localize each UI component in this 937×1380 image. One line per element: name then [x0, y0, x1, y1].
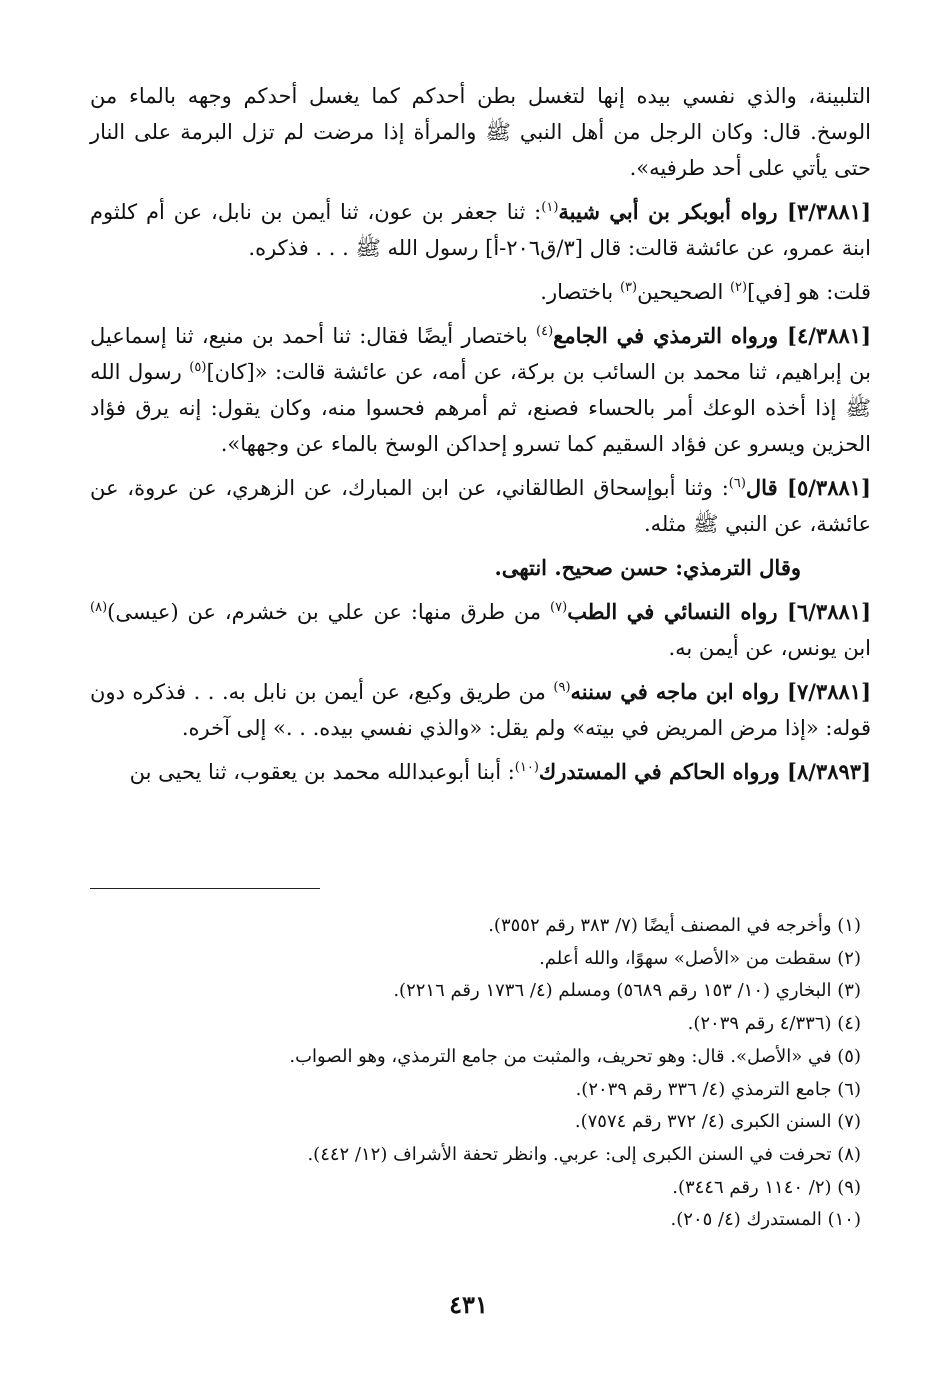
narration-reference: [٨/٣٨٩٣] ورواه الحاكم في المستدرك [538, 759, 871, 784]
paragraph-nasai [90, 594, 871, 666]
footnote: (١) وأخرجه في المصنف أيضًا (٧/ ٣٨٣ رقم ٣٥٥٢). [488, 915, 861, 936]
paragraph-ibn-majah [90, 674, 871, 746]
paragraph-tirmidhi [90, 318, 871, 462]
narration-text: : أبنا أبوعبدالله محمد بن يعقوب، ثنا يحيى بن [129, 760, 515, 784]
footnotes [90, 910, 861, 1237]
footnote: (٢) سقطت من «الأصل» سهوًا، والله أعلم. [539, 947, 861, 969]
narration-reference: [٣/٣٨٨١] رواه أبوبكر بن أبي شيبة [558, 199, 871, 224]
footnote: (٣) البخاري (١٠/ ١٥٣ رقم ٥٦٨٩) ومسلم (٤/ ١٧٣٦ رقم ٢٢١٦). [393, 980, 861, 1002]
narration-reference: [٧/٣٨٨١] رواه ابن ماجه في سننه [570, 679, 871, 704]
narration-text: رسول الله ﷺ إذا أخذه الوعك أمر بالحساء فصنع، ثم أمرهم فحسوا منه، وكان يقول: إنه يرق فؤاد الحزين ويسرو عن فؤاد السقيم كما تسرو إحداكن الوسخ بالماء عن وجهها». [90, 360, 871, 456]
footnote-marker: (٦) [728, 476, 746, 491]
paragraph-hakim [90, 754, 871, 790]
paragraph-hadith-continuation: التلبينة، والذي نفسي بيده إنها لتغسل بطن أحدكم كما يغسل أحدكم وجهه بالماء من الوسخ. قال: وكان الرجل من أهل النبي ﷺ والمرأة إذا مرضت لم تزل البرمة على النار حتى يأتي على أحد طرفيه». [90, 84, 871, 180]
main-text [90, 78, 871, 790]
footnote-marker: (٣) [619, 280, 638, 295]
footnote-marker: (٧) [550, 600, 568, 615]
footnote-marker: (١) [541, 200, 559, 215]
footnote: (٩) (٢/ ١١٤٠ رقم ٣٤٤٦). [672, 1176, 861, 1198]
narration-reference: [٥/٣٨٨١] قال [745, 475, 871, 500]
footnote-marker: (٨) [90, 600, 108, 615]
narration-reference: [٦/٣٨٨١] رواه النسائي في الطب [567, 599, 871, 624]
footnote: (٤) (٤/٣٣٦ رقم ٢٠٣٩). [687, 1013, 861, 1035]
paragraph-ibn-abi-shaybah [90, 194, 871, 266]
footnote-marker: (٤) [536, 324, 554, 339]
narration-text: : ثنا جعفر بن عون، ثنا أيمن بن نابل، عن أم كلثوم ابنة عمرو، عن عائشة قالت: قال [٣/ق٢٠٦-أ] رسول الله ﷺ . . . فذكره. [90, 200, 871, 260]
footnote: (١٠) المستدرك (٤/ ٢٠٥). [670, 1209, 861, 1231]
paragraph-tirmidhi-second-chain [90, 470, 871, 542]
footnote-marker: (١٠) [514, 760, 539, 775]
comment-text: باختصار. [540, 280, 620, 304]
footnote-marker: (٢) [729, 280, 748, 295]
narration-text: من طريق وكيع، عن أيمن بن نابل به. . . فذكره دون قوله: «إذا مرض المريض في بيته» ولم يقل: «والذي نفسي بيده. . .» إلى آخره. [90, 680, 871, 740]
footnote: (٨) تحرفت في السنن الكبرى إلى: عربي. وانظر تحفة الأشراف (١٢/ ٤٤٢). [307, 1143, 861, 1165]
narration-text: من طرق منها: عن علي بن خشرم، عن (عيسى) [107, 600, 551, 624]
narration-text: باختصار أيضًا فقال: ثنا أحمد بن منيع، ثنا إسماعيل بن إبراهيم، ثنا محمد بن السائب بن بركة، عن أمه، عن عائشة قالت: «[كان] [90, 324, 872, 384]
narration-reference: [٤/٣٨٨١] ورواه الترمذي في الجامع [553, 323, 871, 348]
comment-text: الصحيحين [637, 280, 730, 304]
page-number: ٤٣١ [449, 1290, 488, 1319]
comment-text: قلت: هو [في] [747, 280, 871, 304]
paragraph-tirmidhi-grading: وقال الترمذي: حسن صحيح. انتهى. [494, 555, 801, 580]
footnote: (٦) جامع الترمذي (٤/ ٣٣٦ رقم ٢٠٣٩). [575, 1078, 861, 1100]
paragraph-comment [90, 274, 871, 310]
narration-text: ابن يونس، عن أيمن به. [668, 636, 871, 660]
footnote-marker: (٩) [553, 680, 571, 695]
footnote: (٧) السنن الكبرى (٤/ ٣٧٢ رقم ٧٥٧٤). [574, 1111, 861, 1133]
narration-text: : وثنا أبوإسحاق الطالقاني، عن ابن المبارك، عن الزهري، عن عروة، عن عائشة، عن النبي ﷺ مثله. [90, 476, 871, 536]
footnote-marker: (٥) [189, 360, 207, 375]
footnote-separator [90, 888, 320, 889]
footnote: (٥) في «الأصل». قال: وهو تحريف، والمثبت من جامع الترمذي، وهو الصواب. [289, 1045, 861, 1067]
